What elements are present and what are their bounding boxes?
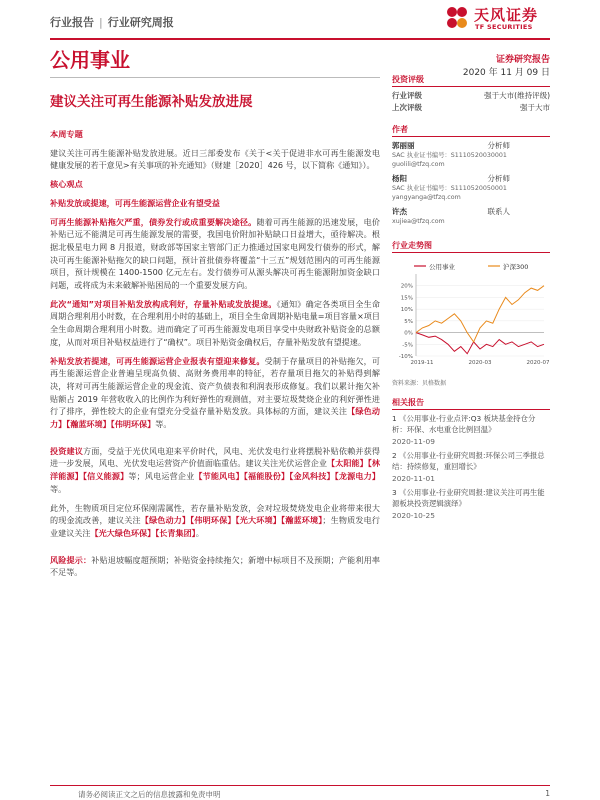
title-divider — [50, 77, 380, 78]
legend-label-industry: 公用事业 — [429, 263, 455, 271]
stock-tag: 【伟明环保】 — [110, 419, 156, 430]
paragraph-body: 此外，生物质项目定位环保刚需属性，若存量补贴发放，会对垃圾焚烧发电企业将带来很大的现金流改善，建议关注 — [50, 502, 380, 526]
chart-source: 资料来源：贝格数据 — [392, 380, 447, 387]
stock-tag: 【绿色动力】 — [140, 515, 191, 526]
paragraph-body: 方面，受益于光伏风电迎来平价时代，风电、光伏发电行业将摆脱补贴依赖并获得进一步发展，风电、光伏发电运营资产价值面临重估。建议关注光伏运营企业 — [50, 445, 380, 469]
author-email[interactable]: guolili@tfzq.com — [392, 161, 445, 168]
subcategory-label: 行业研究周报 — [107, 16, 174, 29]
related-report-title[interactable]: 3 《公用事业-行业研究周报:建议关注可再生能源板块投资逻辑演绎》 — [392, 488, 545, 508]
related-report-date: 2020-11-01 — [392, 474, 435, 483]
stock-tag: 【绿色动力】 — [50, 406, 380, 430]
core-heading: 核心观点 — [50, 179, 83, 190]
stock-tag: 【节能风电】 — [194, 471, 244, 482]
risk-warning — [50, 554, 380, 579]
sidebar — [392, 74, 550, 524]
related-report-date: 2020-11-09 — [392, 437, 435, 446]
author-email[interactable]: yangyanga@tfzq.com — [392, 194, 461, 201]
y-tick-label: -5% — [402, 342, 413, 349]
paragraph-subsidy-arrears — [50, 216, 380, 292]
author-email[interactable]: xujiea@tfzq.com — [392, 218, 445, 225]
author-name: 杨阳 — [392, 174, 407, 183]
paragraph-body: 随着可再生能源的迅速发展，电价补贴已远不能满足可再生能源发展的需要，我国电价附加补贴缺口日益增大，亟待解决。根据北极星电力网 8 月报道，财政部等国家主管部门正力推通过国家电网发行债券的形式，解决可再生能源补贴拖欠的缺口问题，预计首批债券将覆盖“十三五”规划范围内的可再生能源项目，预计规模在 1400-1500 亿元左右。发行债券可从源头解决可再生能源附加资金缺口问题，或将成为未来破解补贴困局的一个重要发展方向。 — [50, 216, 380, 291]
logo-icon — [443, 4, 471, 32]
y-tick-label: 10% — [400, 307, 413, 314]
stock-tag: 【长青集团】 — [155, 527, 196, 538]
prev-rating-row — [392, 102, 550, 114]
paragraph-lead: 可再生能源补贴拖欠严重，债券发行或成重要解决途径。 — [50, 216, 257, 227]
y-tick-label: 15% — [400, 295, 413, 302]
stock-tag: 【金风科技】 — [289, 471, 335, 482]
author-role: 分析师 — [487, 141, 510, 150]
author-entry — [392, 206, 550, 226]
paragraph-lead: 补贴发放若提速，可再生能源运营企业报表有望迎来修复。 — [50, 355, 265, 366]
prev-rating-label: 上次评级 — [392, 103, 422, 112]
logo-text-en: TF SECURITIES — [475, 23, 533, 31]
footer-divider — [50, 785, 550, 786]
stock-tag: 【林洋能源】 — [50, 458, 380, 482]
category-separator: | — [99, 16, 103, 29]
author-cert: SAC 执业证书编号：S1110520050001 — [392, 185, 507, 192]
logo-text-cn: 天风证券 — [474, 6, 539, 24]
legend-label-index: 沪深300 — [503, 263, 529, 271]
stock-tag: 【瀚蓝环境】 — [281, 515, 323, 526]
author-entry — [392, 173, 550, 202]
stock-tag: 【瀚蓝环境】 — [66, 419, 111, 430]
related-report-date: 2020-10-25 — [392, 511, 435, 520]
stock-tag: 【光大环境】 — [235, 515, 282, 526]
y-tick-label: -10% — [398, 354, 413, 360]
core-subheading: 补贴发放或提速，可再生能源运营企业有望受益 — [50, 197, 220, 208]
x-tick-label: 2020-07 — [526, 360, 550, 366]
y-tick-label: 0% — [404, 330, 413, 337]
risk-text: 补贴退坡幅度超预期；补贴资金持续拖欠；新增中标项目不及预期；产能利用率不足等。 — [50, 554, 380, 578]
rating-heading: 投资评级 — [392, 74, 550, 87]
paragraph-notice — [50, 298, 380, 349]
paragraph-lead: 此次“通知”对项目补贴发放构成利好，存量补贴或发放提速。 — [50, 298, 277, 309]
paragraph-body: 受制于存量项目的补贴拖欠，可再生能源运营企业普遍呈现高负债、高财务费用率的特征，若存量项目拖欠的补贴得到解决，将对可再生能源运营企业的现金流、资产负债表和利润表形成修复。我们以累计拖欠补贴额占 2019 年营收收入的比例作为利好弹性的观测值，对主要垃圾焚烧企业的利好弹性进行了排序，弹性较大的企业有望充分受益存量补贴发放。具体标的方面，建议关注 — [50, 355, 380, 417]
paragraph-end: 等。 — [155, 419, 172, 430]
industry-rating-label: 行业评级 — [392, 91, 422, 100]
report-title: 建议关注可再生能源补贴发放进展 — [50, 94, 253, 110]
industry-rating-row — [392, 90, 550, 102]
category-label: 行业报告 — [50, 16, 94, 29]
author-name: 郭丽丽 — [392, 141, 415, 150]
stock-tag: 【伟明环保】 — [190, 515, 236, 526]
weekly-topic-text: 建议关注可再生能源补贴发放进展。近日三部委发布《关于<关于促进非水可再生能源发电健康发展的若干意见>有关事项的补充通知》（财建［2020］426 号，以下简称《通知》）。 — [50, 147, 380, 171]
paragraph-lead: 投资建议 — [50, 445, 84, 456]
x-tick-label: 2020-03 — [468, 360, 492, 366]
trend-heading: 行业走势图 — [392, 240, 550, 253]
report-type: 证券研究报告 — [495, 55, 550, 65]
authors-heading: 作者 — [392, 124, 550, 137]
report-category — [50, 14, 174, 30]
related-report-title[interactable]: 1 《公用事业-行业点评:Q3 板块基金持仓分析：环保、水电重仓比例回温》 — [392, 414, 536, 434]
main-content — [50, 128, 380, 585]
paragraph-body: 《通知》确定各类项目全生命周期合理利用小时数，在合理利用小时的基础上，项目全生命周期补贴电量=项目容量×项目全生命周期合理利用小时数。进而确定了可再生能源发电项目享受中央财政补贴资金的总额度，从而对项目补贴权益进行了“确权”。项目补贴资金确权后，存量补贴发放有望提速。 — [50, 298, 380, 347]
related-heading: 相关报告 — [392, 397, 550, 410]
author-name: 许杰 — [392, 207, 407, 216]
series-line-1 — [416, 286, 544, 342]
related-report-title[interactable]: 2 《公用事业-行业研究周报:环保公司三季报总结：持续修复，重回增长》 — [392, 451, 545, 471]
paragraph-end: 等。 — [50, 483, 67, 494]
header-divider — [50, 38, 550, 40]
paragraph-investment — [50, 445, 380, 496]
author-role: 分析师 — [487, 174, 510, 183]
paragraph-end: 。 — [195, 527, 204, 538]
footer-disclaimer: 请务必阅读正文之后的信息披露和免责申明 — [78, 790, 221, 799]
trend-chart — [392, 256, 550, 376]
industry-title: 公用事业 — [50, 48, 130, 72]
risk-lead: 风险提示： — [50, 554, 92, 565]
company-logo — [443, 2, 555, 38]
paragraph-biomass — [50, 502, 380, 540]
stock-tag: 【信义能源】 — [82, 471, 129, 482]
author-role: 联系人 — [487, 207, 510, 216]
paragraph-body: 等；风电运营企业 — [128, 471, 195, 482]
weekly-topic-heading: 本周专题 — [50, 129, 83, 139]
page-number: 1 — [545, 789, 550, 798]
author-cert: SAC 执业证书编号：S1110520030001 — [392, 152, 507, 159]
author-entry — [392, 140, 550, 169]
stock-tag: 【太阳能】 — [327, 458, 368, 469]
y-tick-label: 20% — [400, 283, 413, 290]
series-line-0 — [416, 333, 544, 354]
x-tick-label: 2019-11 — [410, 360, 434, 366]
prev-rating-value: 强于大市 — [520, 103, 550, 112]
industry-rating-value: 强于大市(维持评级) — [484, 91, 550, 100]
stock-tag: 【龙源电力】 — [334, 471, 380, 482]
trend-chart-svg — [392, 256, 550, 376]
stock-tag: 【光大绿色环保】 — [90, 527, 156, 538]
paragraph-repair — [50, 355, 380, 431]
paragraph-body: ；生物质发电行业建议关注 — [50, 515, 380, 538]
y-tick-label: 5% — [404, 318, 413, 325]
stock-tag: 【福能股份】 — [243, 471, 290, 482]
report-date: 2020 年 11 月 09 日 — [462, 68, 550, 78]
